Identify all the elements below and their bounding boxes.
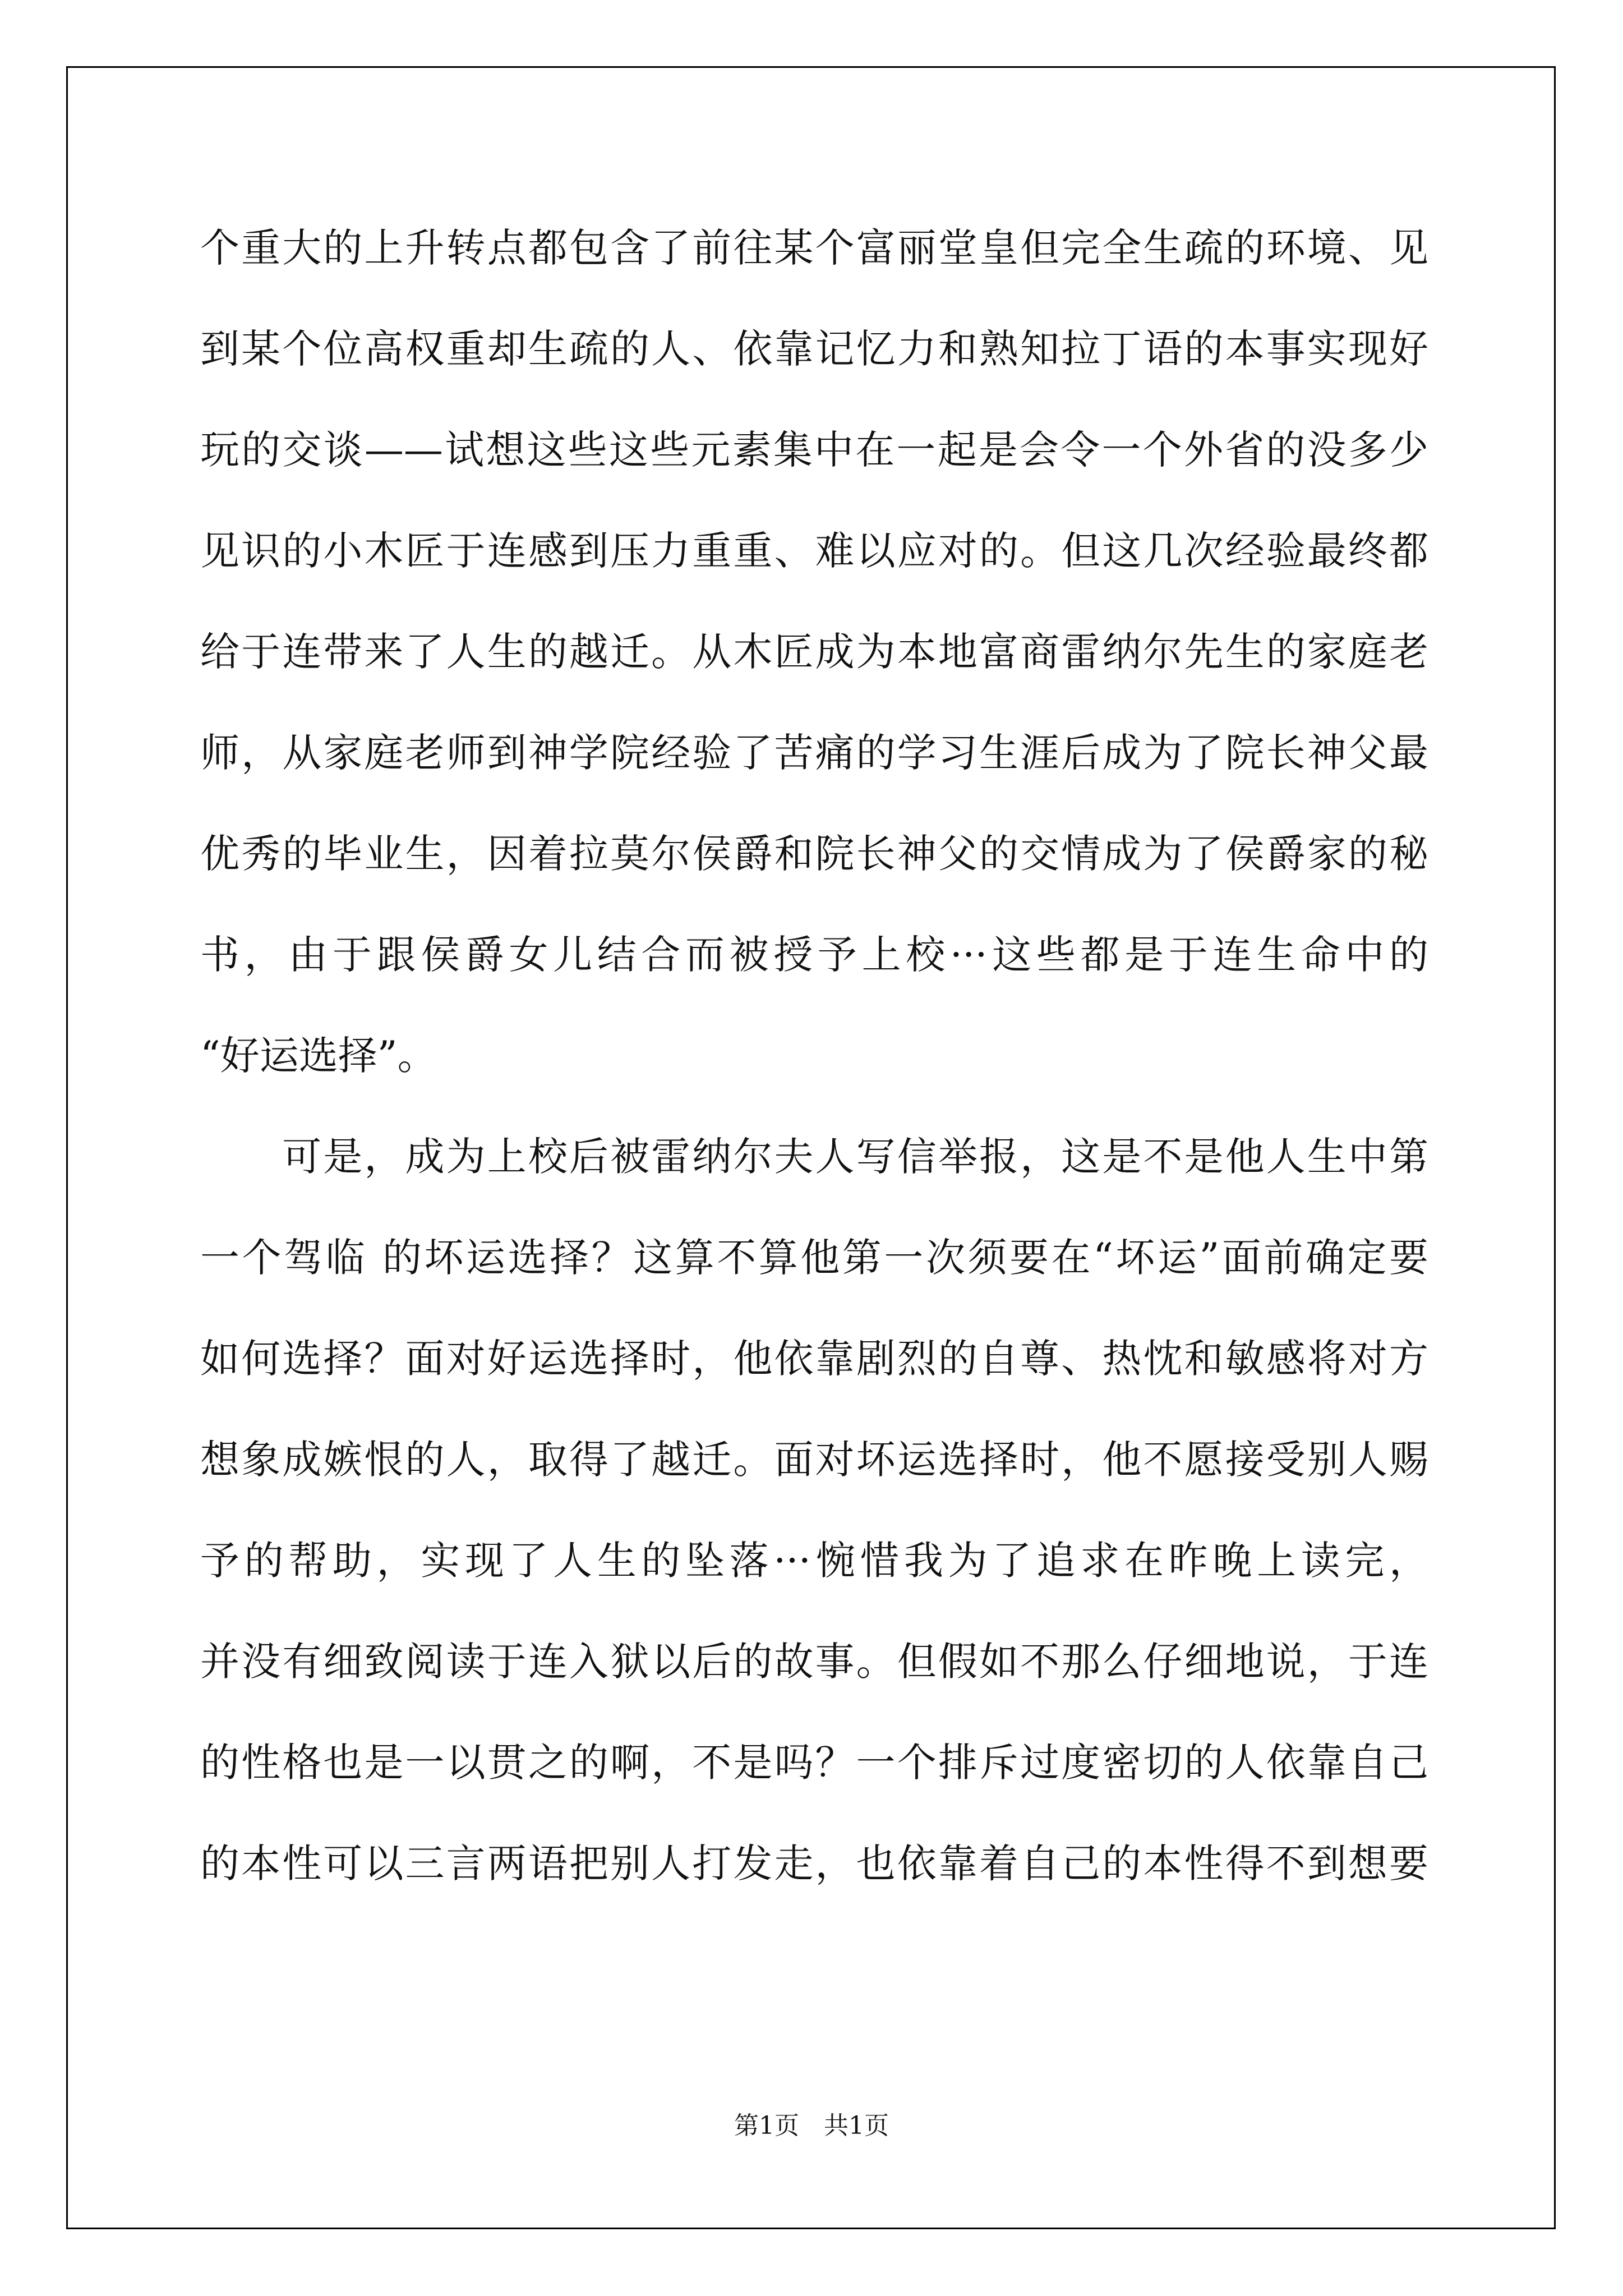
text-line: 优秀的毕业生，因着拉莫尔侯爵和院长神父的交情成为了侯爵家的秘 xyxy=(200,831,1428,877)
text-line: 到某个位高权重却生疏的人、依靠记忆力和熟知拉丁语的本事实现好 xyxy=(200,326,1428,372)
text-line: 书，由于跟侯爵女儿结合而被授予上校···这些都是于连生命中的 xyxy=(200,932,1428,978)
text-line: 予的帮助，实现了人生的坠落···惋惜我为了追求在昨晚上读完， xyxy=(200,1538,1428,1584)
text-line: 个重大的上升转点都包含了前往某个富丽堂皇但完全生疏的环境、见 xyxy=(200,225,1428,271)
text-line: 如何选择？面对好运选择时，他依靠剧烈的自尊、热忱和敏感将对方 xyxy=(200,1336,1428,1382)
text-line: 想象成嫉恨的人，取得了越迁。面对坏运选择时，他不愿接受别人赐 xyxy=(200,1437,1428,1483)
text-line: 并没有细致阅读于连入狱以后的故事。但假如不那么仔细地说，于连 xyxy=(200,1639,1428,1685)
text-line: 可是，成为上校后被雷纳尔夫人写信举报，这是不是他人生中第 xyxy=(200,1134,1428,1180)
page-footer: 第1页 共1页 xyxy=(734,2111,889,2140)
text-line: 见识的小木匠于连感到压力重重、难以应对的。但这几次经验最终都 xyxy=(200,528,1428,574)
text-line: 的性格也是一以贯之的啊，不是吗？一个排斥过度密切的人依靠自己 xyxy=(200,1740,1428,1786)
text-line: 一个驾临 的坏运选择？这算不算他第一次须要在“坏运”面前确定要 xyxy=(200,1235,1428,1281)
text-line: “好运选择”。 xyxy=(200,1033,437,1079)
text-line: 给于连带来了人生的越迁。从木匠成为本地富商雷纳尔先生的家庭老 xyxy=(200,629,1428,675)
text-line: 玩的交谈——试想这些这些元素集中在一起是会令一个外省的没多少 xyxy=(200,427,1428,473)
text-line: 师，从家庭老师到神学院经验了苦痛的学习生涯后成为了院长神父最 xyxy=(200,730,1428,776)
text-line: 的本性可以三言两语把别人打发走，也依靠着自己的本性得不到想要 xyxy=(200,1841,1428,1887)
